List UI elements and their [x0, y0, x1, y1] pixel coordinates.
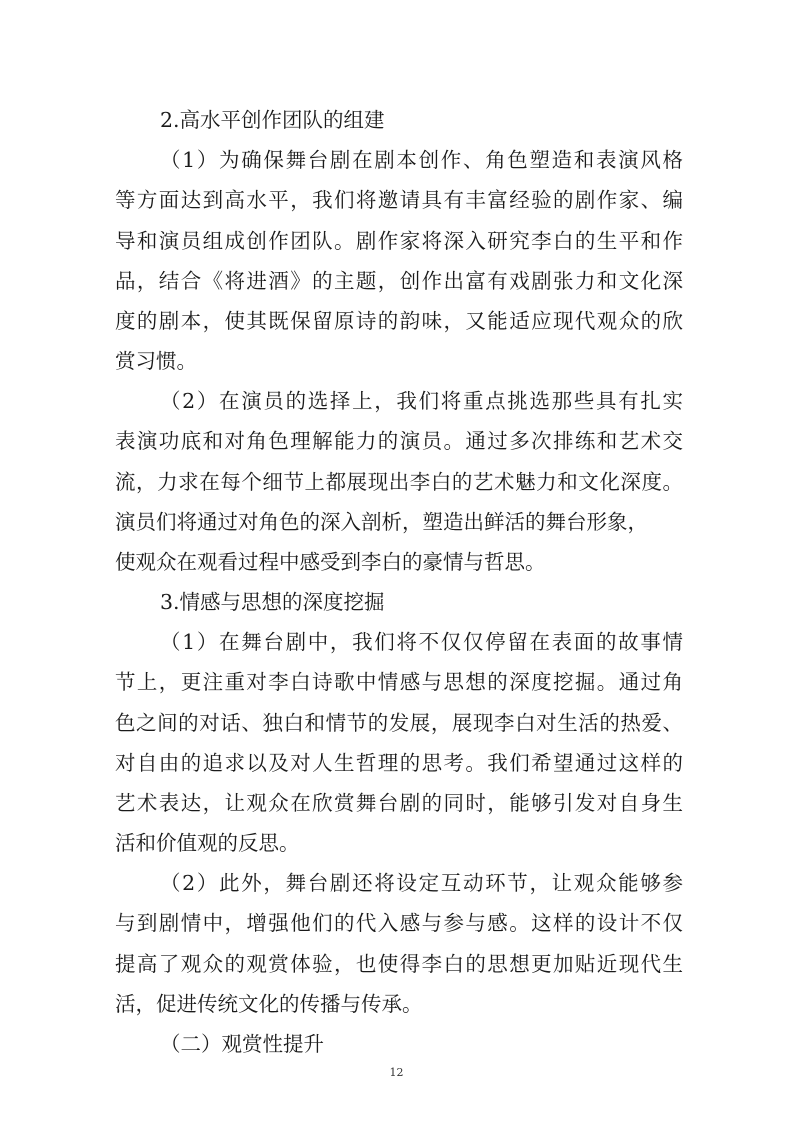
paragraph-line: 节上，更注重对李白诗歌中情感与思想的深度挖掘。通过角 — [115, 670, 683, 694]
paragraph-line: 使观众在观看过程中感受到李白的豪情与哲思。 — [115, 550, 546, 574]
paragraph-line: 流，力求在每个细节上都展现出李白的艺术魅力和文化深度。 — [115, 470, 683, 494]
paragraph-line: 活，促进传统文化的传播与传承。 — [115, 992, 423, 1016]
paragraph-line: （2）此外，舞台剧还将设定互动环节，让观众能够参 — [160, 871, 683, 895]
paragraph-line: 演员们将通过对角色的深入剖析，塑造出鲜活的舞台形象， — [115, 510, 648, 534]
paragraph-line: 赏习惯。 — [115, 349, 197, 373]
paragraph-line: 艺术表达，让观众在欣赏舞台剧的同时，能够引发对自身生 — [115, 791, 683, 815]
paragraph-line: 与到剧情中，增强他们的代入感与参与感。这样的设计不仅 — [115, 911, 683, 935]
paragraph-line: 对自由的追求以及对人生哲理的思考。我们希望通过这样的 — [115, 751, 683, 775]
paragraph-line: 等方面达到高水平，我们将邀请具有丰富经验的剧作家、编 — [115, 188, 683, 212]
paragraph-line: 提高了观众的观赏体验，也使得李白的思想更加贴近现代生 — [115, 952, 683, 976]
paragraph-line: 导和演员组成创作团队。剧作家将深入研究李白的生平和作 — [115, 229, 683, 253]
page-number: 12 — [389, 1066, 404, 1079]
paragraph-line: （1）为确保舞台剧在剧本创作、角色塑造和表演风格 — [160, 148, 683, 172]
paragraph-line: 度的剧本，使其既保留原诗的韵味，又能适应现代观众的欣 — [115, 309, 683, 333]
heading-viewing-enhancement: （二）观赏性提升 — [160, 1032, 324, 1056]
paragraph-line: （2）在演员的选择上，我们将重点挑选那些具有扎实 — [160, 389, 683, 413]
paragraph-line: 色之间的对话、独白和情节的发展，展现李白对生活的热爱、 — [115, 711, 683, 735]
paragraph-line: 品，结合《将进酒》的主题，创作出富有戏剧张力和文化深 — [115, 269, 683, 293]
heading-emotion-depth: 3.情感与思想的深度挖掘 — [160, 590, 385, 614]
heading-team-building: 2.高水平创作团队的组建 — [160, 108, 385, 132]
paragraph-line: （1）在舞台剧中，我们将不仅仅停留在表面的故事情 — [160, 630, 683, 654]
paragraph-line: 表演功底和对角色理解能力的演员。通过多次排练和艺术交 — [115, 429, 683, 453]
paragraph-line: 活和价值观的反思。 — [115, 831, 300, 855]
